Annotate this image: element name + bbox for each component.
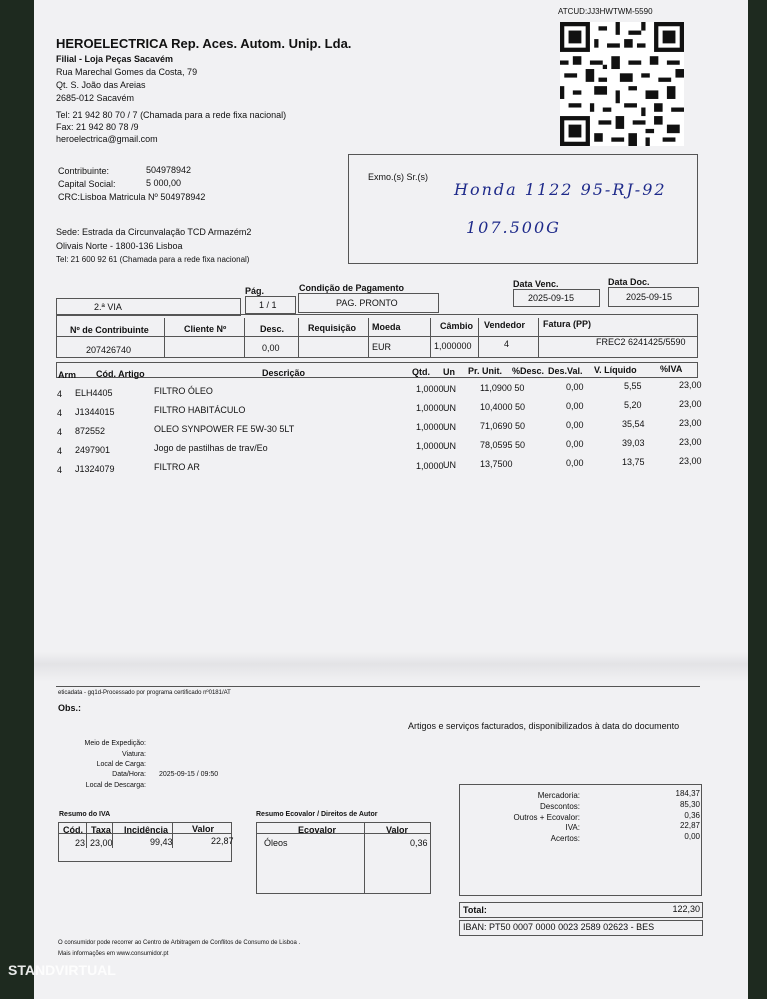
val-contribuinte: 207426740 <box>86 345 132 355</box>
item-qtd: 1,0000 <box>416 384 444 394</box>
meio-label: Meio de Expedição: <box>84 740 146 747</box>
item-des-val: 0,00 <box>566 420 584 430</box>
eco-hdr-valor: Valor <box>386 825 409 835</box>
datadoc-value: 2025-09-15 <box>626 292 673 302</box>
col-qtd: Qtd. <box>412 367 430 377</box>
atcud: ATCUD:JJ3HWTWM-5590 <box>558 7 653 16</box>
item-cod: J1344015 <box>75 407 115 417</box>
item-pr-unit: 10,4000 50 <box>480 402 526 412</box>
total-value-iva: 22,87 <box>679 821 700 830</box>
item-iva: 23,00 <box>679 399 702 409</box>
datahora-label: Data/Hora: <box>112 771 146 778</box>
col-arm: Arm <box>58 370 77 380</box>
item-pr-unit: 71,0690 50 <box>480 421 526 431</box>
standvirtual-watermark: STANDVIRTUAL <box>8 962 116 978</box>
col-pr-unit: Pr. Unit. <box>468 366 503 376</box>
company-name: HEROELECTRICA Rep. Aces. Autom. Unip. Lda. <box>56 36 352 51</box>
total-value-descontos: 85,30 <box>679 800 700 809</box>
hdr-cliente: Cliente Nº <box>184 324 227 334</box>
iva-title: Resumo do IVA <box>59 811 111 818</box>
grand-total-label: Total: <box>463 905 487 915</box>
descarga-label: Local de Descarga: <box>85 782 146 789</box>
company-tel: Tel: 21 942 80 70 / 7 (Chamada para a rede fixa nacional) <box>56 110 287 120</box>
iban: IBAN: PT50 0007 0000 0023 2589 02623 - BES <box>463 922 655 932</box>
company-address-2: Qt. S. João das Areias <box>56 80 146 90</box>
item-desc: Jogo de pastilhas de trav/Eo <box>154 443 268 453</box>
item-un: UN <box>443 384 456 394</box>
sede-2: Olivais Norte - 1800-136 Lisboa <box>56 241 183 251</box>
item-arm: 4 <box>57 408 63 418</box>
eco-name: Óleos <box>264 838 288 848</box>
hdr-requisicao: Requisição <box>308 323 357 333</box>
eco-hdr-ecovalor: Ecovalor <box>298 825 337 835</box>
val-moeda: EUR <box>372 342 392 352</box>
hdr-moeda: Moeda <box>372 322 401 332</box>
sede-1: Sede: Estrada da Circunvalação TCD Armazém2 <box>56 227 252 237</box>
eco-valor: 0,36 <box>410 838 428 848</box>
item-desc: FILTRO AR <box>154 462 200 472</box>
item-pr-unit: 78,0595 50 <box>480 440 526 450</box>
item-desc: OLEO SYNPOWER FE 5W-30 5LT <box>154 424 295 434</box>
col-desc-pct: %Desc. <box>512 366 545 376</box>
val-cambio: 1,000000 <box>434 341 472 351</box>
item-arm: 4 <box>57 389 63 399</box>
certificado: eticadata - gq1d-Processado por programa certificado nº0181/AT <box>58 690 231 696</box>
company-fax: Fax: 21 942 80 78 /9 <box>56 122 139 132</box>
venc-value: 2025-09-15 <box>528 293 575 303</box>
item-pr-unit: 13,7500 <box>480 459 513 469</box>
item-iva: 23,00 <box>679 418 702 428</box>
company-address-3: 2685-012 Sacavém <box>56 93 135 103</box>
datahora-value: 2025-09-15 / 09:50 <box>159 771 219 778</box>
cond-value: PAG. PRONTO <box>336 298 398 308</box>
iva-hdr-incidencia: Incidência <box>124 825 169 835</box>
carga-label: Local de Carga: <box>96 761 146 768</box>
iva-hdr-valor: Valor <box>192 824 215 834</box>
consumer-note-1: O consumidor pode recorrer ao Centro de Arbitragem de Conflitos de Consumo de Lisboa . <box>58 940 301 946</box>
col-descricao: Descrição <box>262 368 306 378</box>
item-des-val: 0,00 <box>566 401 584 411</box>
crc: CRC:Lisboa Matricula Nº 504978942 <box>58 192 206 202</box>
obs-label: Obs.: <box>58 703 82 713</box>
item-pr-unit: 11,0900 50 <box>480 383 525 393</box>
col-un: Un <box>443 367 455 377</box>
company-email: heroelectrica@gmail.com <box>56 134 158 144</box>
company-address-1: Rua Marechal Gomes da Costa, 79 <box>56 67 198 77</box>
item-v-liquido: 13,75 <box>622 457 645 467</box>
item-un: UN <box>443 441 456 451</box>
item-v-liquido: 5,55 <box>624 381 642 391</box>
col-des-val: Des.Val. <box>548 366 583 376</box>
cond-label: Condição de Pagamento <box>299 283 405 293</box>
item-qtd: 1,0000 <box>416 461 444 471</box>
hdr-fatura: Fatura (PP) <box>543 319 592 329</box>
item-desc: FILTRO HABITÁCULO <box>154 405 246 415</box>
item-arm: 4 <box>57 427 63 437</box>
item-cod: J1324079 <box>75 464 115 474</box>
item-cod: 2497901 <box>75 445 111 455</box>
col-cod: Cód. Artigo <box>96 369 145 379</box>
via: 2.ª VIA <box>94 302 122 312</box>
iva-valor: 22,87 <box>211 836 234 846</box>
total-label-iva: IVA: <box>565 823 580 832</box>
item-cod: ELH4405 <box>75 388 113 398</box>
total-value-outros: 0,36 <box>684 811 700 820</box>
company-branch: Filial - Loja Peças Sacavém <box>56 54 174 64</box>
item-v-liquido: 35,54 <box>622 419 645 429</box>
item-arm: 4 <box>57 465 63 475</box>
item-iva: 23,00 <box>679 456 702 466</box>
pag-label: Pág. <box>245 286 265 296</box>
item-iva: 23,00 <box>679 437 702 447</box>
item-qtd: 1,0000 <box>416 403 444 413</box>
total-label-mercadoria: Mercadoria: <box>537 791 580 800</box>
item-cod: 872552 <box>75 426 106 436</box>
venc-label: Data Venc. <box>513 279 559 289</box>
item-des-val: 0,00 <box>566 439 584 449</box>
item-v-liquido: 39,03 <box>622 438 645 448</box>
recipient-label: Exmo.(s) Sr.(s) <box>368 172 428 182</box>
datadoc-label: Data Doc. <box>608 277 650 287</box>
col-v-liquido: V. Líquido <box>594 365 637 375</box>
handwritten-vehicle: Honda 1122 95-RJ-92 <box>454 180 667 199</box>
total-value-mercadoria: 184,37 <box>675 789 700 798</box>
item-qtd: 1,0000 <box>416 422 444 432</box>
iva-taxa: 23,00 <box>90 838 113 848</box>
val-vendedor: 4 <box>504 339 510 349</box>
hdr-cambio: Câmbio <box>440 321 474 331</box>
total-label-outros: Outros + Ecovalor: <box>513 813 580 822</box>
total-label-descontos: Descontos: <box>539 802 580 811</box>
qr-code-icon <box>560 22 684 146</box>
item-desc: FILTRO ÓLEO <box>154 386 213 396</box>
paper-fold <box>34 652 748 682</box>
hdr-desc: Desc. <box>260 324 285 334</box>
total-label-acertos: Acertos: <box>550 834 580 843</box>
recipient-box <box>348 154 698 264</box>
capital-value: 5 000,00 <box>146 178 182 188</box>
total-value-acertos: 0,00 <box>684 832 700 841</box>
grand-total-value: 122,30 <box>672 904 700 914</box>
sede-tel: Tel: 21 600 92 61 (Chamada para a rede fixa nacional) <box>56 255 250 264</box>
item-un: UN <box>443 460 456 470</box>
item-un: UN <box>443 422 456 432</box>
val-fatura: FREC2 6241425/5590 <box>596 337 686 347</box>
iva-hdr-cod: Cód. <box>63 825 83 835</box>
item-arm: 4 <box>57 446 63 456</box>
pag-value: 1 / 1 <box>259 300 277 310</box>
contribuinte-label: Contribuinte: <box>58 166 110 176</box>
ecovalor-title: Resumo Ecovalor / Direitos de Autor <box>256 811 378 818</box>
val-desc: 0,00 <box>262 343 280 353</box>
handwritten-km: 107.500G <box>466 218 561 237</box>
item-iva: 23,00 <box>679 380 702 390</box>
iva-hdr-taxa: Taxa <box>91 825 111 835</box>
viatura-label: Viatura: <box>122 751 146 758</box>
consumer-note-2: Mais informações em www.consumidor.pt <box>58 951 169 957</box>
iva-cod: 23 <box>75 838 86 848</box>
hdr-contribuinte: Nº de Contribuinte <box>70 325 149 335</box>
item-des-val: 0,00 <box>566 382 584 392</box>
contribuinte-value: 504978942 <box>146 165 192 175</box>
col-iva: %IVA <box>660 364 683 374</box>
item-un: UN <box>443 403 456 413</box>
item-qtd: 1,0000 <box>416 441 444 451</box>
hdr-vendedor: Vendedor <box>484 320 526 330</box>
capital-label: Capital Social: <box>58 179 116 189</box>
item-des-val: 0,00 <box>566 458 584 468</box>
iva-incidencia: 99,43 <box>150 837 173 847</box>
item-v-liquido: 5,20 <box>624 400 642 410</box>
artigos-note: Artigos e serviços facturados, disponibilizados à data do documento <box>408 721 680 731</box>
